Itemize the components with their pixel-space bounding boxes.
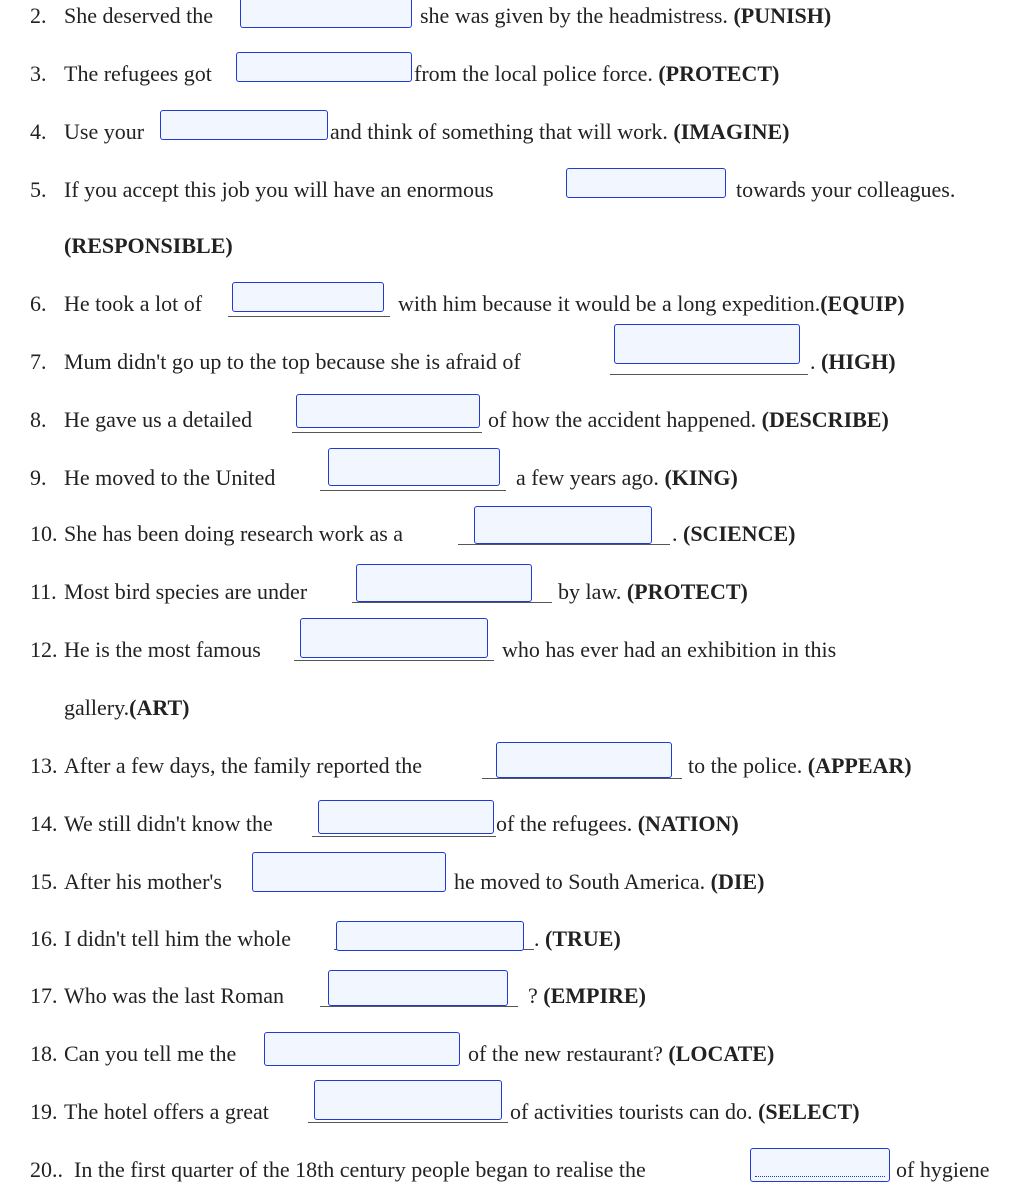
sentence-end: to the police. (APPEAR): [688, 753, 912, 778]
item-number: 2.: [30, 3, 47, 28]
answer-input-9[interactable]: [328, 448, 500, 486]
sentence-start: After a few days, the family reported the: [64, 753, 422, 778]
item-number: 8.: [30, 407, 47, 432]
item-number: 11.: [30, 579, 57, 604]
sentence-end: who has ever had an exhibition in this: [502, 637, 837, 662]
answer-input-8[interactable]: [296, 394, 480, 428]
sentence-end: ? (EMPIRE): [528, 983, 646, 1008]
word-hint: (APPEAR): [807, 753, 912, 778]
word-hint: (SELECT): [758, 1099, 860, 1124]
word-hint: (ART): [129, 695, 190, 720]
item-number: 14.: [30, 811, 58, 836]
sentence-end: of how the accident happened. (DESCRIBE): [488, 407, 889, 432]
answer-underline: [610, 374, 808, 375]
sentence-start: Use your: [64, 119, 145, 144]
item-number: 12.: [30, 637, 58, 662]
sentence-end: . (TRUE): [534, 926, 621, 951]
sentence-continuation: gallery.(ART): [64, 695, 190, 720]
sentence-end: she was given by the headmistress. (PUNISH): [420, 3, 832, 28]
word-hint: (EMPIRE): [543, 983, 646, 1008]
answer-input-7[interactable]: [614, 324, 800, 364]
word-hint: (EQUIP): [820, 291, 905, 316]
sentence-start: She has been doing research work as a: [64, 521, 404, 546]
answer-input-5[interactable]: [566, 168, 726, 198]
sentence-end: he moved to South America. (DIE): [454, 869, 765, 894]
answer-underline: [320, 490, 506, 491]
sentence-end: of the new restaurant? (LOCATE): [468, 1041, 775, 1066]
answer-input-13[interactable]: [496, 742, 672, 778]
sentence-start: He gave us a detailed: [64, 407, 253, 432]
answer-input-10[interactable]: [474, 506, 652, 544]
word-hint: (PROTECT): [626, 579, 748, 604]
sentence-end: . (SCIENCE): [672, 521, 796, 546]
answer-input-16[interactable]: [336, 921, 524, 951]
word-hint: (HIGH): [821, 349, 896, 374]
word-hint: (TRUE): [545, 926, 621, 951]
sentence-end: from the local police force. (PROTECT): [414, 61, 780, 86]
sentence-end: towards your colleagues.: [736, 177, 956, 202]
item-number: 3.: [30, 61, 47, 86]
item-number: 19.: [30, 1099, 58, 1124]
word-hint: (DESCRIBE): [761, 407, 889, 432]
sentence-start: In the first quarter of the 18th century people began to realise the: [74, 1157, 646, 1182]
answer-input-11[interactable]: [356, 564, 532, 602]
sentence-end: of the refugees. (NATION): [496, 811, 739, 836]
word-hint: (RESPONSIBLE): [64, 233, 233, 258]
word-hint: (SCIENCE): [683, 521, 796, 546]
sentence-start: We still didn't know the: [64, 811, 273, 836]
answer-input-20[interactable]: [750, 1148, 890, 1182]
sentence-start: He is the most famous: [64, 637, 261, 662]
sentence-start: He moved to the United: [64, 465, 276, 490]
item-number: 17.: [30, 983, 58, 1008]
sentence-end: . (HIGH): [810, 349, 896, 374]
item-number: 9.: [30, 465, 47, 490]
word-hint: (DIE): [710, 869, 765, 894]
sentence-end: and think of something that will work. (IMAGINE): [330, 119, 790, 144]
answer-underline: [458, 544, 670, 545]
word-hint: (LOCATE): [668, 1041, 775, 1066]
sentence-end: with him because it would be a long expedition.(EQUIP): [398, 291, 905, 316]
word-hint: (IMAGINE): [673, 119, 790, 144]
answer-input-17[interactable]: [328, 970, 508, 1006]
answer-input-14[interactable]: [318, 800, 494, 834]
answer-input-12[interactable]: [300, 618, 488, 658]
sentence-start: The refugees got: [64, 61, 212, 86]
sentence-start: If you accept this job you will have an enormous: [64, 177, 494, 202]
answer-input-18[interactable]: [264, 1032, 460, 1066]
sentence-start: I didn't tell him the whole: [64, 926, 291, 951]
item-number: 5.: [30, 177, 47, 202]
answer-underline: [228, 316, 390, 317]
sentence-start: Mum didn't go up to the top because she is afraid of: [64, 349, 521, 374]
item-number: 20..: [30, 1157, 63, 1182]
sentence-start: Can you tell me the: [64, 1041, 237, 1066]
answer-underline: [482, 778, 682, 779]
sentence-end: by law. (PROTECT): [558, 579, 748, 604]
item-number: 15.: [30, 869, 58, 894]
answer-input-6[interactable]: [232, 282, 384, 312]
answer-underline: [312, 836, 496, 837]
sentence-start: The hotel offers a great: [64, 1099, 269, 1124]
answer-underline: [352, 602, 552, 603]
answer-underline: [320, 1006, 518, 1007]
item-number: 6.: [30, 291, 47, 316]
answer-underline: [294, 660, 494, 661]
sentence-end: a few years ago. (KING): [516, 465, 738, 490]
word-hint: (NATION): [637, 811, 739, 836]
item-number: 13.: [30, 753, 58, 778]
item-number: 10.: [30, 521, 58, 546]
sentence-end: of activities tourists can do. (SELECT): [510, 1099, 860, 1124]
answer-underline: [292, 432, 482, 433]
word-hint: (PUNISH): [733, 3, 832, 28]
answer-input-15[interactable]: [252, 852, 446, 892]
answer-input-19[interactable]: [314, 1080, 502, 1120]
answer-input-4[interactable]: [160, 110, 328, 140]
item-number: 4.: [30, 119, 47, 144]
item-number: 7.: [30, 349, 47, 374]
item-number: 18.: [30, 1041, 58, 1066]
answer-underline: [308, 1122, 508, 1123]
sentence-start: Who was the last Roman: [64, 983, 284, 1008]
sentence-start: She deserved the: [64, 3, 214, 28]
sentence-start: Most bird species are under: [64, 579, 308, 604]
answer-input-3[interactable]: [236, 52, 412, 82]
sentence-start: After his mother's: [64, 869, 222, 894]
item-number: 16.: [30, 926, 58, 951]
answer-input-2[interactable]: [240, 0, 412, 28]
word-hint: (KING): [664, 465, 738, 490]
sentence-end: of hygiene: [896, 1157, 990, 1182]
word-hint: (PROTECT): [658, 61, 780, 86]
sentence-start: He took a lot of: [64, 291, 203, 316]
